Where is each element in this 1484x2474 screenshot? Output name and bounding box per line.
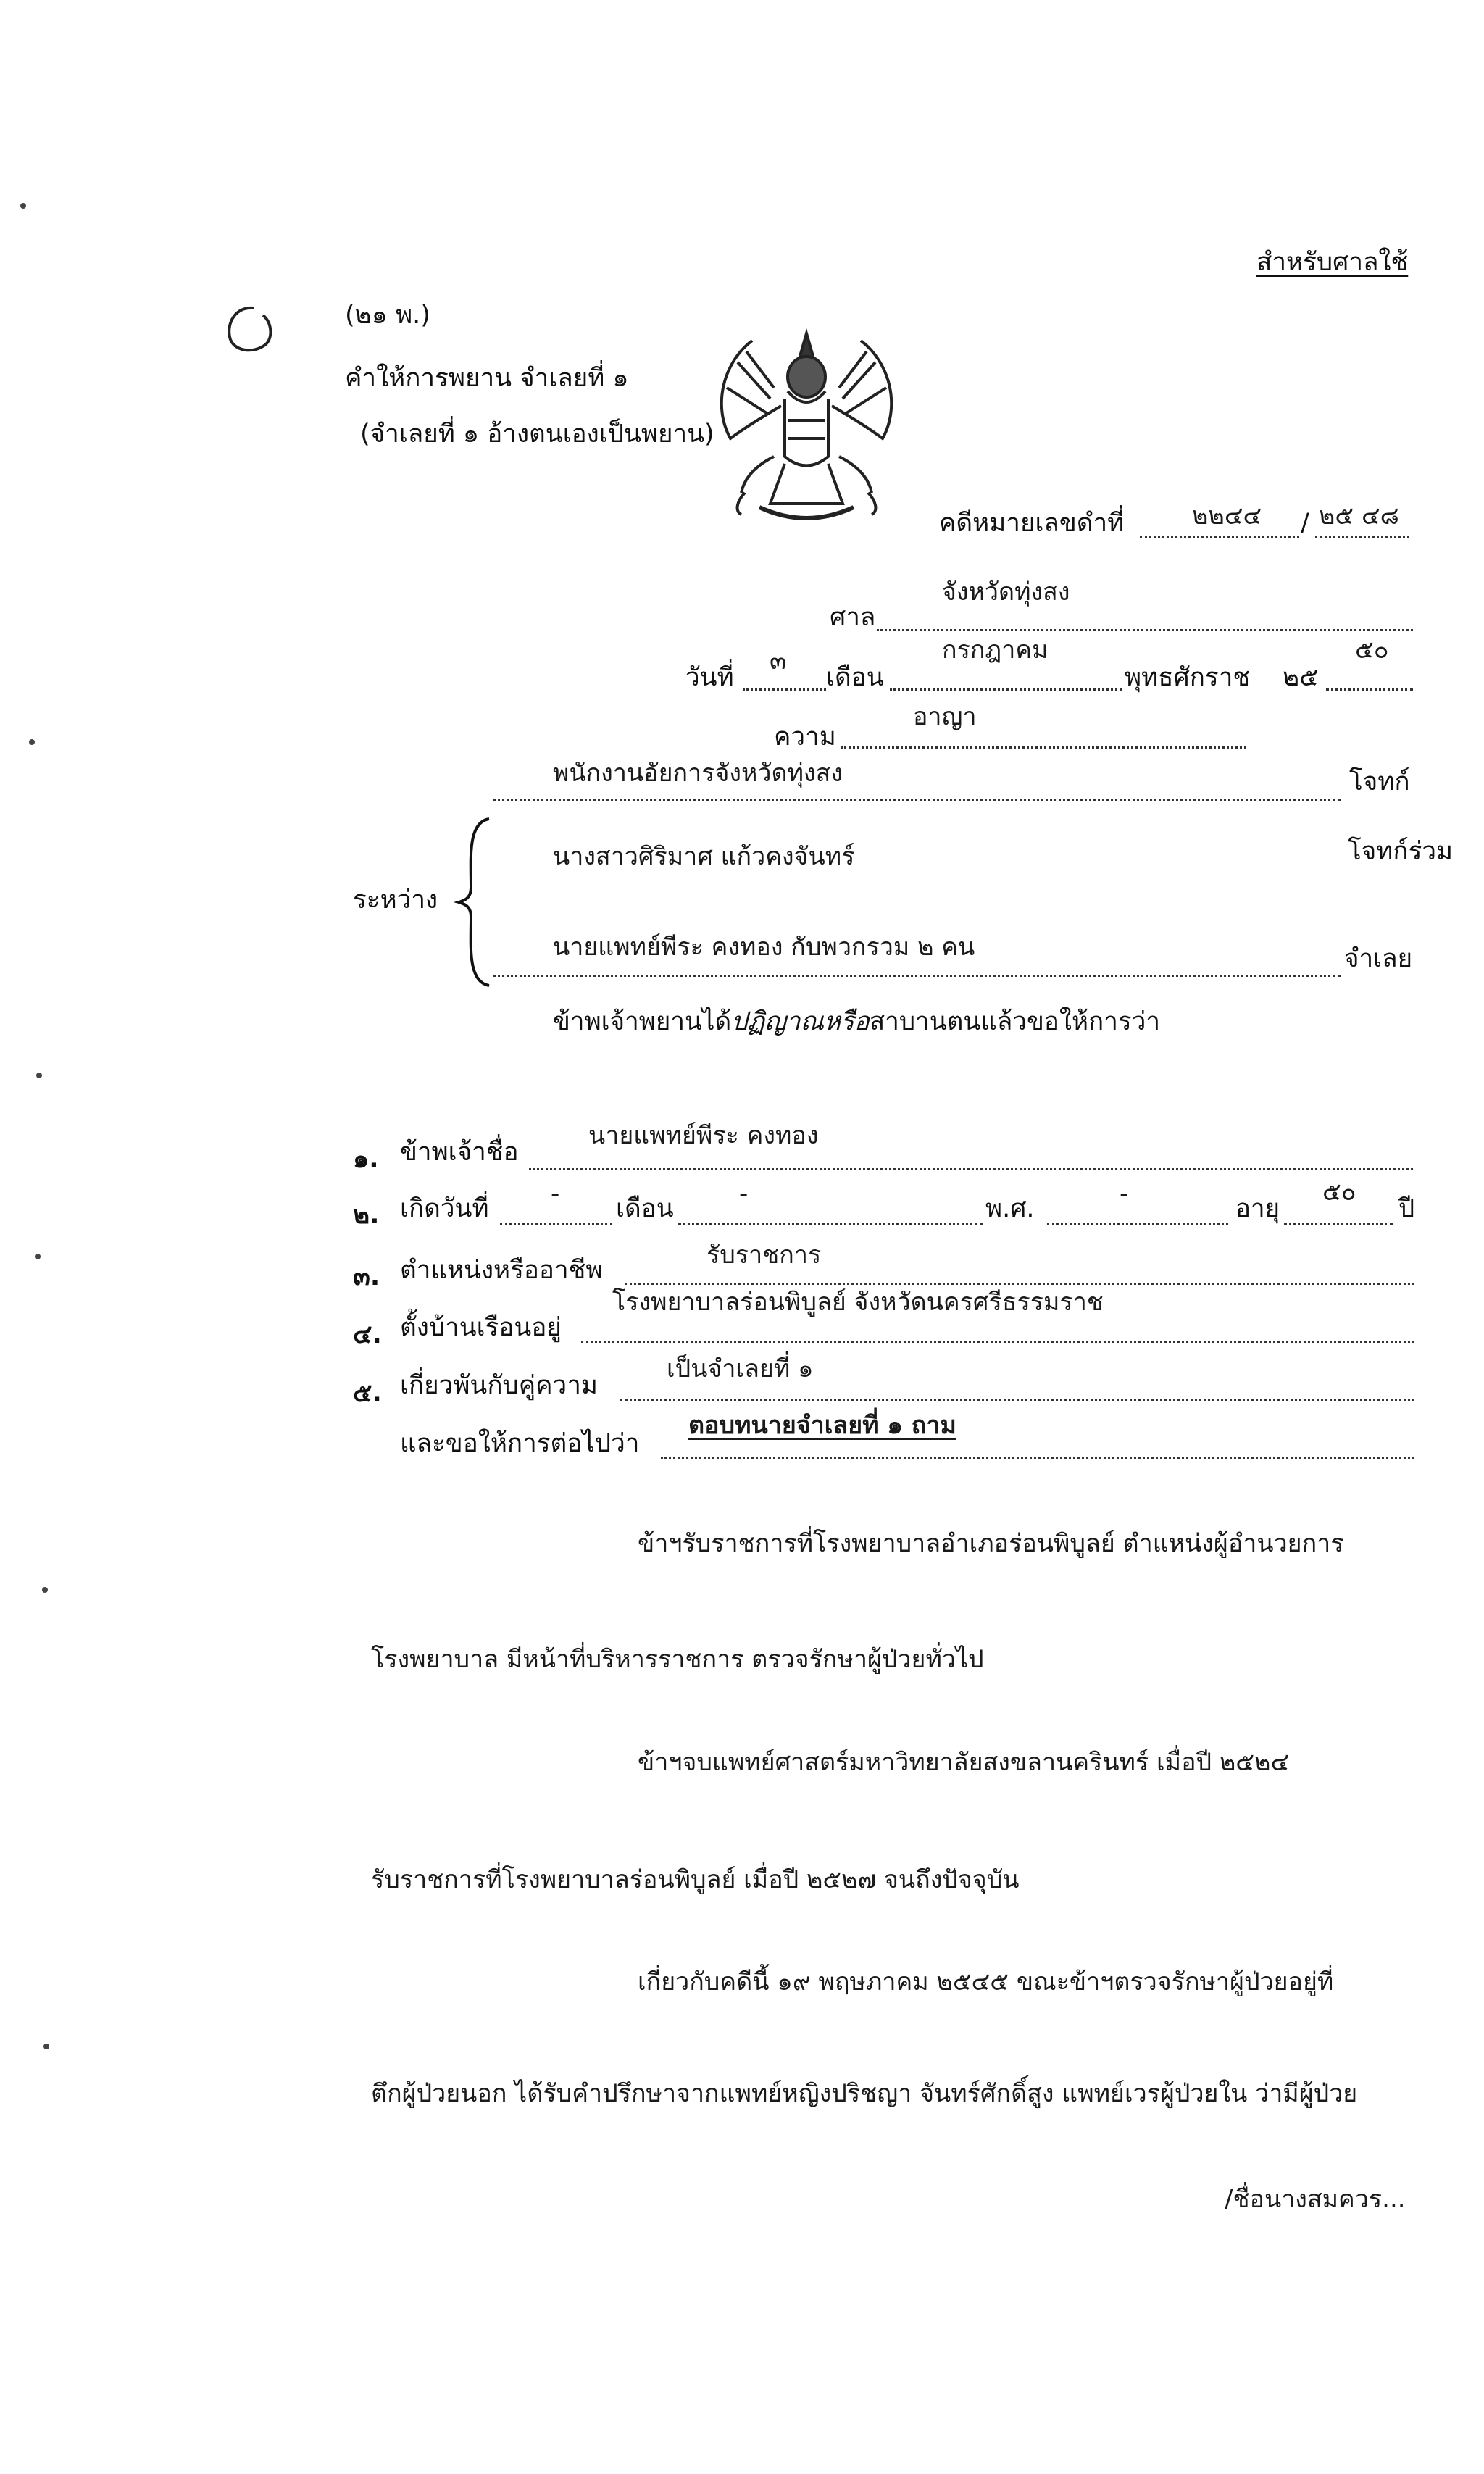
continuation-marker: /ชื่อนางสมควร... xyxy=(1225,2185,1406,2214)
plaintiff-name: พนักงานอัยการจังหวัดทุ่งสง xyxy=(553,759,843,788)
date-month-label: เดือน xyxy=(826,663,884,692)
form-subtitle: (จำเลยที่ ๑ อ้างตนเองเป็นพยาน) xyxy=(360,420,714,449)
date-month-value: กรกฎาคม xyxy=(942,636,1049,665)
case-number-slash: / xyxy=(1301,509,1309,538)
date-year-label: พุทธศักราช xyxy=(1125,663,1251,692)
birth-day-underline xyxy=(500,1223,612,1225)
court-underline xyxy=(877,629,1413,631)
co-plaintiff-name: นางสาวศิริมาศ แก้วคงจันทร์ xyxy=(553,842,855,871)
oath-stamp: ปฏิญาณหรือ xyxy=(731,1007,870,1036)
date-day-underline xyxy=(743,688,826,691)
birth-be-value: - xyxy=(1120,1179,1129,1208)
court-use-label: สำหรับศาลใช้ xyxy=(1256,248,1409,277)
date-year-prefix: ๒๕ xyxy=(1283,663,1319,692)
continue-underline xyxy=(661,1457,1414,1459)
field-4-number: ๔. xyxy=(353,1320,382,1349)
field-3-underline xyxy=(625,1283,1414,1285)
margin-circle-mark xyxy=(221,301,279,359)
field-1-label: ข้าพเจ้าชื่อ xyxy=(400,1138,519,1167)
garuda-emblem xyxy=(701,319,912,529)
body-line-1: ข้าฯรับราชการที่โรงพยาบาลอำเภอร่อนพิบูลย์ ตำแหน่งผู้อำนวยการ xyxy=(638,1529,1344,1558)
oath-prefix: ข้าพเจ้าพยานได้ xyxy=(553,1007,732,1036)
field-2-number: ๒. xyxy=(353,1201,380,1230)
oath-suffix: สาบานตนแล้วขอให้การว่า xyxy=(869,1007,1161,1036)
court-value: จังหวัดทุ่งสง xyxy=(942,578,1070,607)
birth-be-underline xyxy=(1047,1223,1228,1225)
oath-line xyxy=(553,1009,1160,1035)
matter-label: ความ xyxy=(774,722,836,751)
field-2-label: เกิดวันที่ xyxy=(400,1194,489,1223)
case-year-underline xyxy=(1315,536,1409,538)
field-1-value: นายแพทย์พีระ คงทอง xyxy=(588,1121,819,1150)
case-year-value: ๒๕ ๔๘ xyxy=(1319,501,1399,530)
body-line-5: เกี่ยวกับคดีนี้ ๑๙ พฤษภาคม ๒๕๔๕ ขณะข้าฯตรวจรักษาผู้ป่วยอยู่ที่ xyxy=(638,1967,1334,1996)
scan-speck xyxy=(36,1073,42,1078)
birth-be-label: พ.ศ. xyxy=(985,1194,1035,1223)
defendant-role: จำเลย xyxy=(1344,944,1413,973)
court-label: ศาล xyxy=(830,603,876,632)
field-4-underline xyxy=(581,1341,1414,1343)
field-3-label: ตำแหน่งหรืออาชีพ xyxy=(400,1256,603,1285)
form-code: (๒๑ พ.) xyxy=(345,301,430,330)
body-line-3: ข้าฯจบแพทย์ศาสตร์มหาวิทยาลัยสงขลานครินทร์ เมื่อปี ๒๕๒๔ xyxy=(638,1748,1290,1777)
continue-value: ตอบทนายจำเลยที่ ๑ ถาม xyxy=(688,1411,956,1440)
birth-day-value: - xyxy=(551,1179,560,1208)
body-line-6: ตึกผู้ป่วยนอก ได้รับคำปรึกษาจากแพทย์หญิงปริชญา จันทร์ศักดิ์สูง แพทย์เวรผู้ป่วยใน ว่ามีผู้ป่วย xyxy=(371,2079,1358,2108)
scan-speck xyxy=(20,203,26,209)
continue-label: และขอให้การต่อไปว่า xyxy=(400,1429,640,1458)
age-value: ๕๐ xyxy=(1322,1178,1356,1207)
birth-month-value: - xyxy=(739,1179,749,1208)
case-number-value: ๒๒๔๔ xyxy=(1192,501,1262,530)
date-day-value: ๓ xyxy=(770,646,787,675)
form-title: คำให้การพยาน จำเลยที่ ๑ xyxy=(345,364,629,393)
defendant-underline xyxy=(493,975,1341,977)
age-unit: ปี xyxy=(1398,1194,1415,1223)
field-4-value: โรงพยาบาลร่อนพิบูลย์ จังหวัดนครศรีธรรมราช xyxy=(612,1288,1104,1317)
field-3-value: รับราชการ xyxy=(706,1241,822,1270)
scan-speck xyxy=(42,1587,48,1593)
field-1-underline xyxy=(529,1168,1413,1170)
birth-month-underline xyxy=(678,1223,983,1225)
age-label: อายุ xyxy=(1235,1194,1280,1223)
field-4-label: ตั้งบ้านเรือนอยู่ xyxy=(400,1313,562,1342)
age-underline xyxy=(1284,1223,1393,1225)
case-number-underline xyxy=(1140,536,1299,538)
defendant-name: นายแพทย์พีระ คงทอง กับพวกรวม ๒ คน xyxy=(553,933,975,962)
scan-speck xyxy=(43,2044,49,2049)
date-year-suffix: ๕๐ xyxy=(1355,636,1389,665)
party-brace xyxy=(453,815,496,989)
between-label: ระหว่าง xyxy=(353,886,438,915)
scan-speck xyxy=(35,1254,41,1259)
matter-underline xyxy=(841,746,1246,749)
field-5-number: ๕. xyxy=(353,1379,382,1408)
case-number-label: คดีหมายเลขดำที่ xyxy=(939,509,1125,538)
body-line-4: รับราชการที่โรงพยาบาลร่อนพิบูลย์ เมื่อปี ๒๕๒๗ จนถึงปัจจุบัน xyxy=(371,1865,1020,1894)
plaintiff-role: โจทก์ xyxy=(1349,767,1410,796)
birth-month-label: เดือน xyxy=(616,1194,674,1223)
plaintiff-underline xyxy=(493,799,1341,801)
body-line-2: โรงพยาบาล มีหน้าที่บริหารราชการ ตรวจรักษาผู้ป่วยทั่วไป xyxy=(371,1645,984,1674)
field-3-number: ๓. xyxy=(353,1262,380,1291)
scan-speck xyxy=(29,739,35,745)
matter-value: อาญา xyxy=(913,702,977,731)
field-5-value: เป็นจำเลยที่ ๑ xyxy=(667,1354,814,1383)
date-day-label: วันที่ xyxy=(685,663,734,692)
date-year-underline xyxy=(1326,688,1413,691)
date-month-underline xyxy=(890,688,1122,691)
co-plaintiff-role: โจทก์ร่วม xyxy=(1348,837,1454,866)
field-1-number: ๑. xyxy=(353,1145,379,1174)
field-5-underline xyxy=(620,1399,1414,1401)
field-5-label: เกี่ยวพันกับคู่ความ xyxy=(400,1371,598,1400)
